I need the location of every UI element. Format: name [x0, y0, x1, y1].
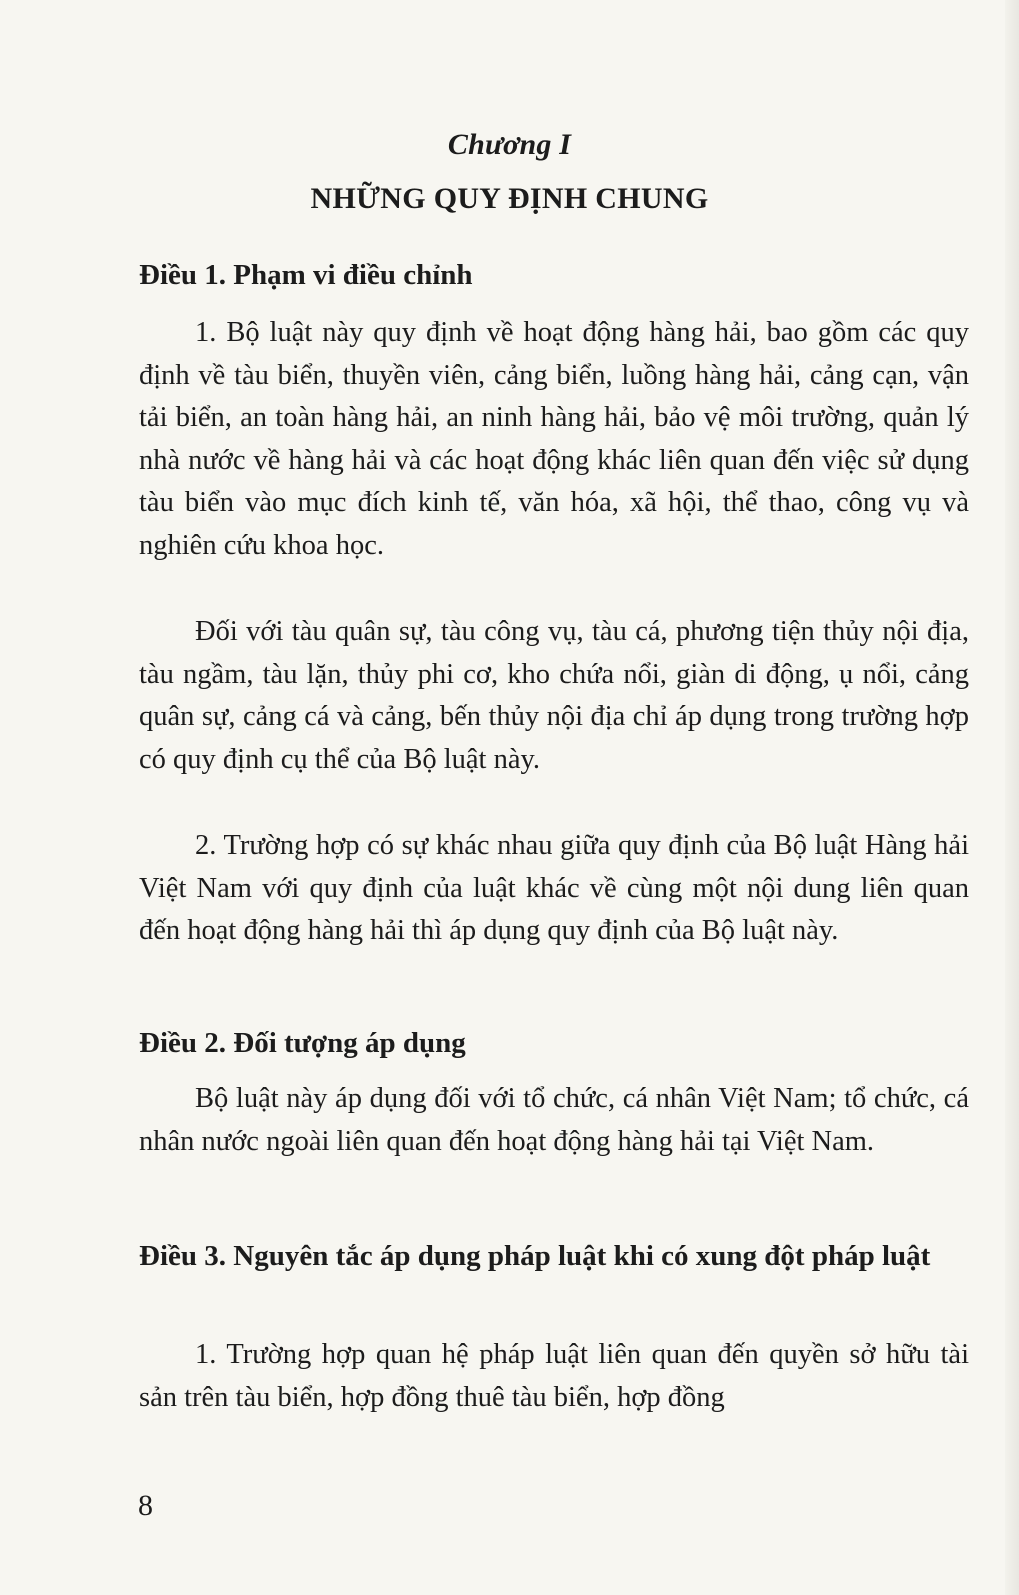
page-number: 8: [138, 1489, 153, 1522]
article-3-title: Điều 3. Nguyên tắc áp dụng pháp luật khi có xung đột pháp luật: [139, 1240, 931, 1272]
article-1-title: Điều 1. Phạm vi điều chỉnh: [139, 259, 473, 291]
article-1-paragraph-2: Đối với tàu quân sự, tàu công vụ, tàu cá, phương tiện thủy nội địa, tàu ngầm, tàu lặn, thủy phi cơ, kho chứa nổi, giàn di động, ụ nổi, cảng quân sự, cảng cá và cảng, bến thủy nội địa chỉ áp dụng trong trường hợp có quy định cụ thể của Bộ luật này.: [139, 616, 969, 775]
article-3-paragraph-1: 1. Trường hợp quan hệ pháp luật liên quan đến quyền sở hữu tài sản trên tàu biển, hợp đồng thuê tàu biển, hợp đồng: [139, 1339, 969, 1413]
article-1-paragraph-3: 2. Trường hợp có sự khác nhau giữa quy định của Bộ luật Hàng hải Việt Nam với quy định của luật khác về cùng một nội dung liên quan đến hoạt động hàng hải thì áp dụng quy định của Bộ luật này.: [139, 830, 969, 947]
chapter-title: NHỮNG QUY ĐỊNH CHUNG: [310, 182, 709, 215]
article-2-paragraph-1: Bộ luật này áp dụng đối với tổ chức, cá nhân Việt Nam; tổ chức, cá nhân nước ngoài liên quan đến hoạt động hàng hải tại Việt Nam.: [139, 1083, 969, 1157]
article-2-title: Điều 2. Đối tượng áp dụng: [139, 1027, 466, 1059]
page-edge: [1005, 0, 1019, 1595]
chapter-number: Chương I: [447, 128, 572, 161]
article-1-paragraph-1: 1. Bộ luật này quy định về hoạt động hàng hải, bao gồm các quy định về tàu biển, thuyền viên, cảng biển, luồng hàng hải, cảng cạn, vận tải biển, an toàn hàng hải, an ninh hàng hải, bảo vệ môi trường, quản lý nhà nước về hàng hải và các hoạt động khác liên quan đến việc sử dụng tàu biển vào mục đích kinh tế, văn hóa, xã hội, thể thao, công vụ và nghiên cứu khoa học.: [139, 317, 969, 561]
